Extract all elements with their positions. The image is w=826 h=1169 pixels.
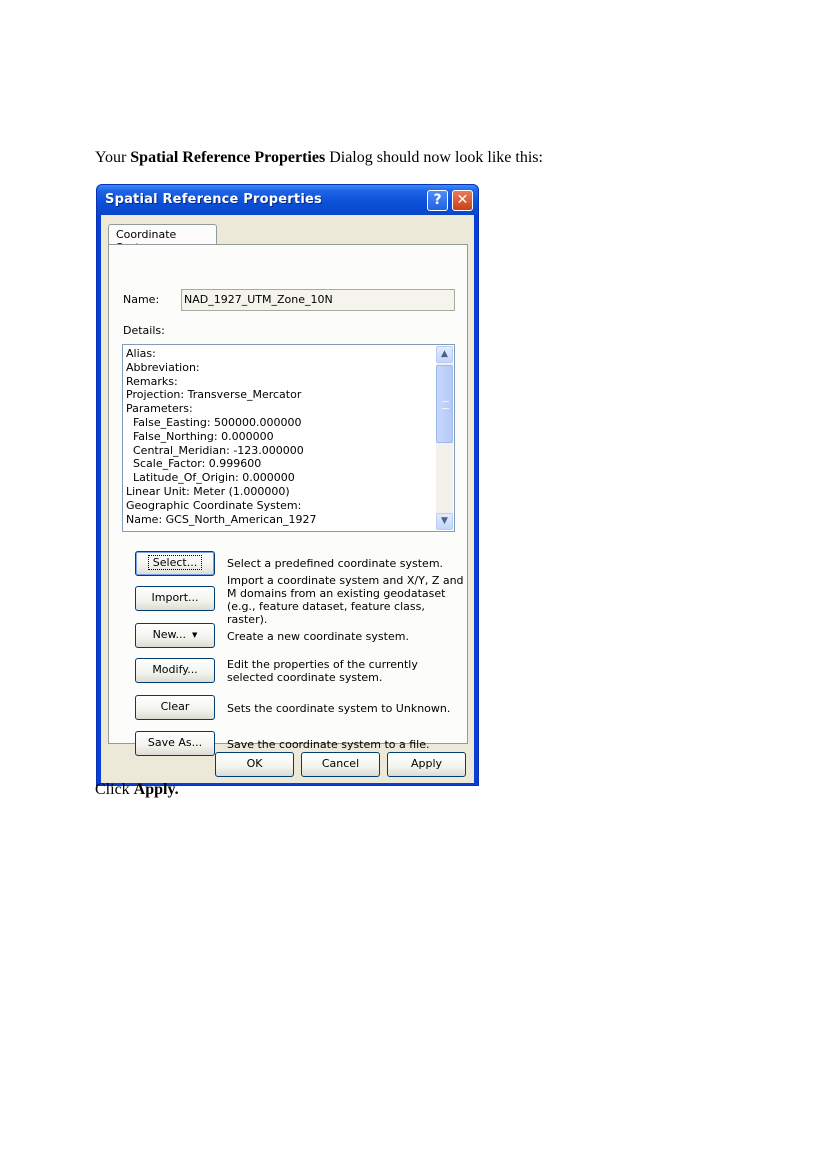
select-button[interactable]: Select... <box>135 551 215 576</box>
intro-text: Your Spatial Reference Properties Dialog should now look like this: <box>95 149 543 166</box>
ok-button[interactable]: OK <box>215 752 294 777</box>
apply-button[interactable]: Apply <box>387 752 466 777</box>
help-icon[interactable]: ? <box>427 190 448 211</box>
import-button[interactable]: Import... <box>135 586 215 611</box>
details-scrollbar[interactable] <box>436 346 453 530</box>
clear-button[interactable]: Clear <box>135 695 215 720</box>
details-line: Abbreviation: <box>126 360 200 374</box>
details-line: Remarks: <box>126 374 178 388</box>
import-description: Import a coordinate system and X/Y, Z and M domains from an existing geodataset (e.g., feature dataset, feature class, raster). <box>227 574 464 626</box>
intro-bold: Spatial Reference Properties <box>130 149 326 166</box>
spatial-reference-dialog <box>96 184 479 786</box>
details-line: Name: GCS_North_American_1927 <box>126 512 317 526</box>
details-line: Projection: Transverse_Mercator <box>126 388 302 402</box>
name-field[interactable]: NAD_1927_UTM_Zone_10N <box>181 289 455 311</box>
details-text <box>126 347 316 526</box>
scroll-up-icon[interactable]: ▲ <box>436 346 453 363</box>
new-button[interactable]: New... ▼ <box>135 623 215 648</box>
details-line: Geographic Coordinate System: <box>126 498 302 512</box>
name-label: Name: <box>123 293 160 306</box>
details-line: Latitude_Of_Origin: 0.000000 <box>126 471 295 485</box>
dialog-title: Spatial Reference Properties <box>105 192 322 207</box>
details-line: Scale_Factor: 0.999600 <box>126 457 262 471</box>
outro-bold: Apply. <box>133 781 179 798</box>
tab-coordinate-system[interactable]: Coordinate <box>108 224 217 245</box>
dropdown-arrow-icon: ▼ <box>192 631 198 639</box>
dialog-body <box>101 215 474 783</box>
modify-description: Edit the properties of the currently selected coordinate system. <box>227 658 418 684</box>
details-line: Alias: <box>126 347 156 360</box>
details-line: Central_Meridian: -123.000000 <box>126 443 304 457</box>
details-line: False_Easting: 500000.000000 <box>126 415 302 429</box>
new-description: Create a new coordinate system. <box>227 630 409 643</box>
select-description: Select a predefined coordinate system. <box>227 557 444 570</box>
tab-panel <box>108 244 468 751</box>
clear-description: Sets the coordinate system to Unknown. <box>227 702 451 715</box>
scroll-thumb[interactable] <box>436 365 453 443</box>
save-as-button[interactable]: Save As... <box>135 731 215 756</box>
details-line: False_Northing: 0.000000 <box>126 429 274 443</box>
details-line: Linear Unit: Meter (1.000000) <box>126 484 290 498</box>
cancel-button[interactable]: Cancel <box>301 752 380 777</box>
details-label: Details: <box>123 324 165 337</box>
title-bar[interactable] <box>97 185 478 215</box>
details-textbox[interactable] <box>122 344 455 532</box>
scroll-down-icon[interactable]: ▼ <box>436 513 453 530</box>
modify-button[interactable]: Modify... <box>135 658 215 683</box>
outro-text: Click Apply. <box>95 781 179 798</box>
close-icon[interactable]: ✕ <box>452 190 473 211</box>
details-line: Parameters: <box>126 402 193 416</box>
save-as-description: Save the coordinate system to a file. <box>227 738 430 751</box>
